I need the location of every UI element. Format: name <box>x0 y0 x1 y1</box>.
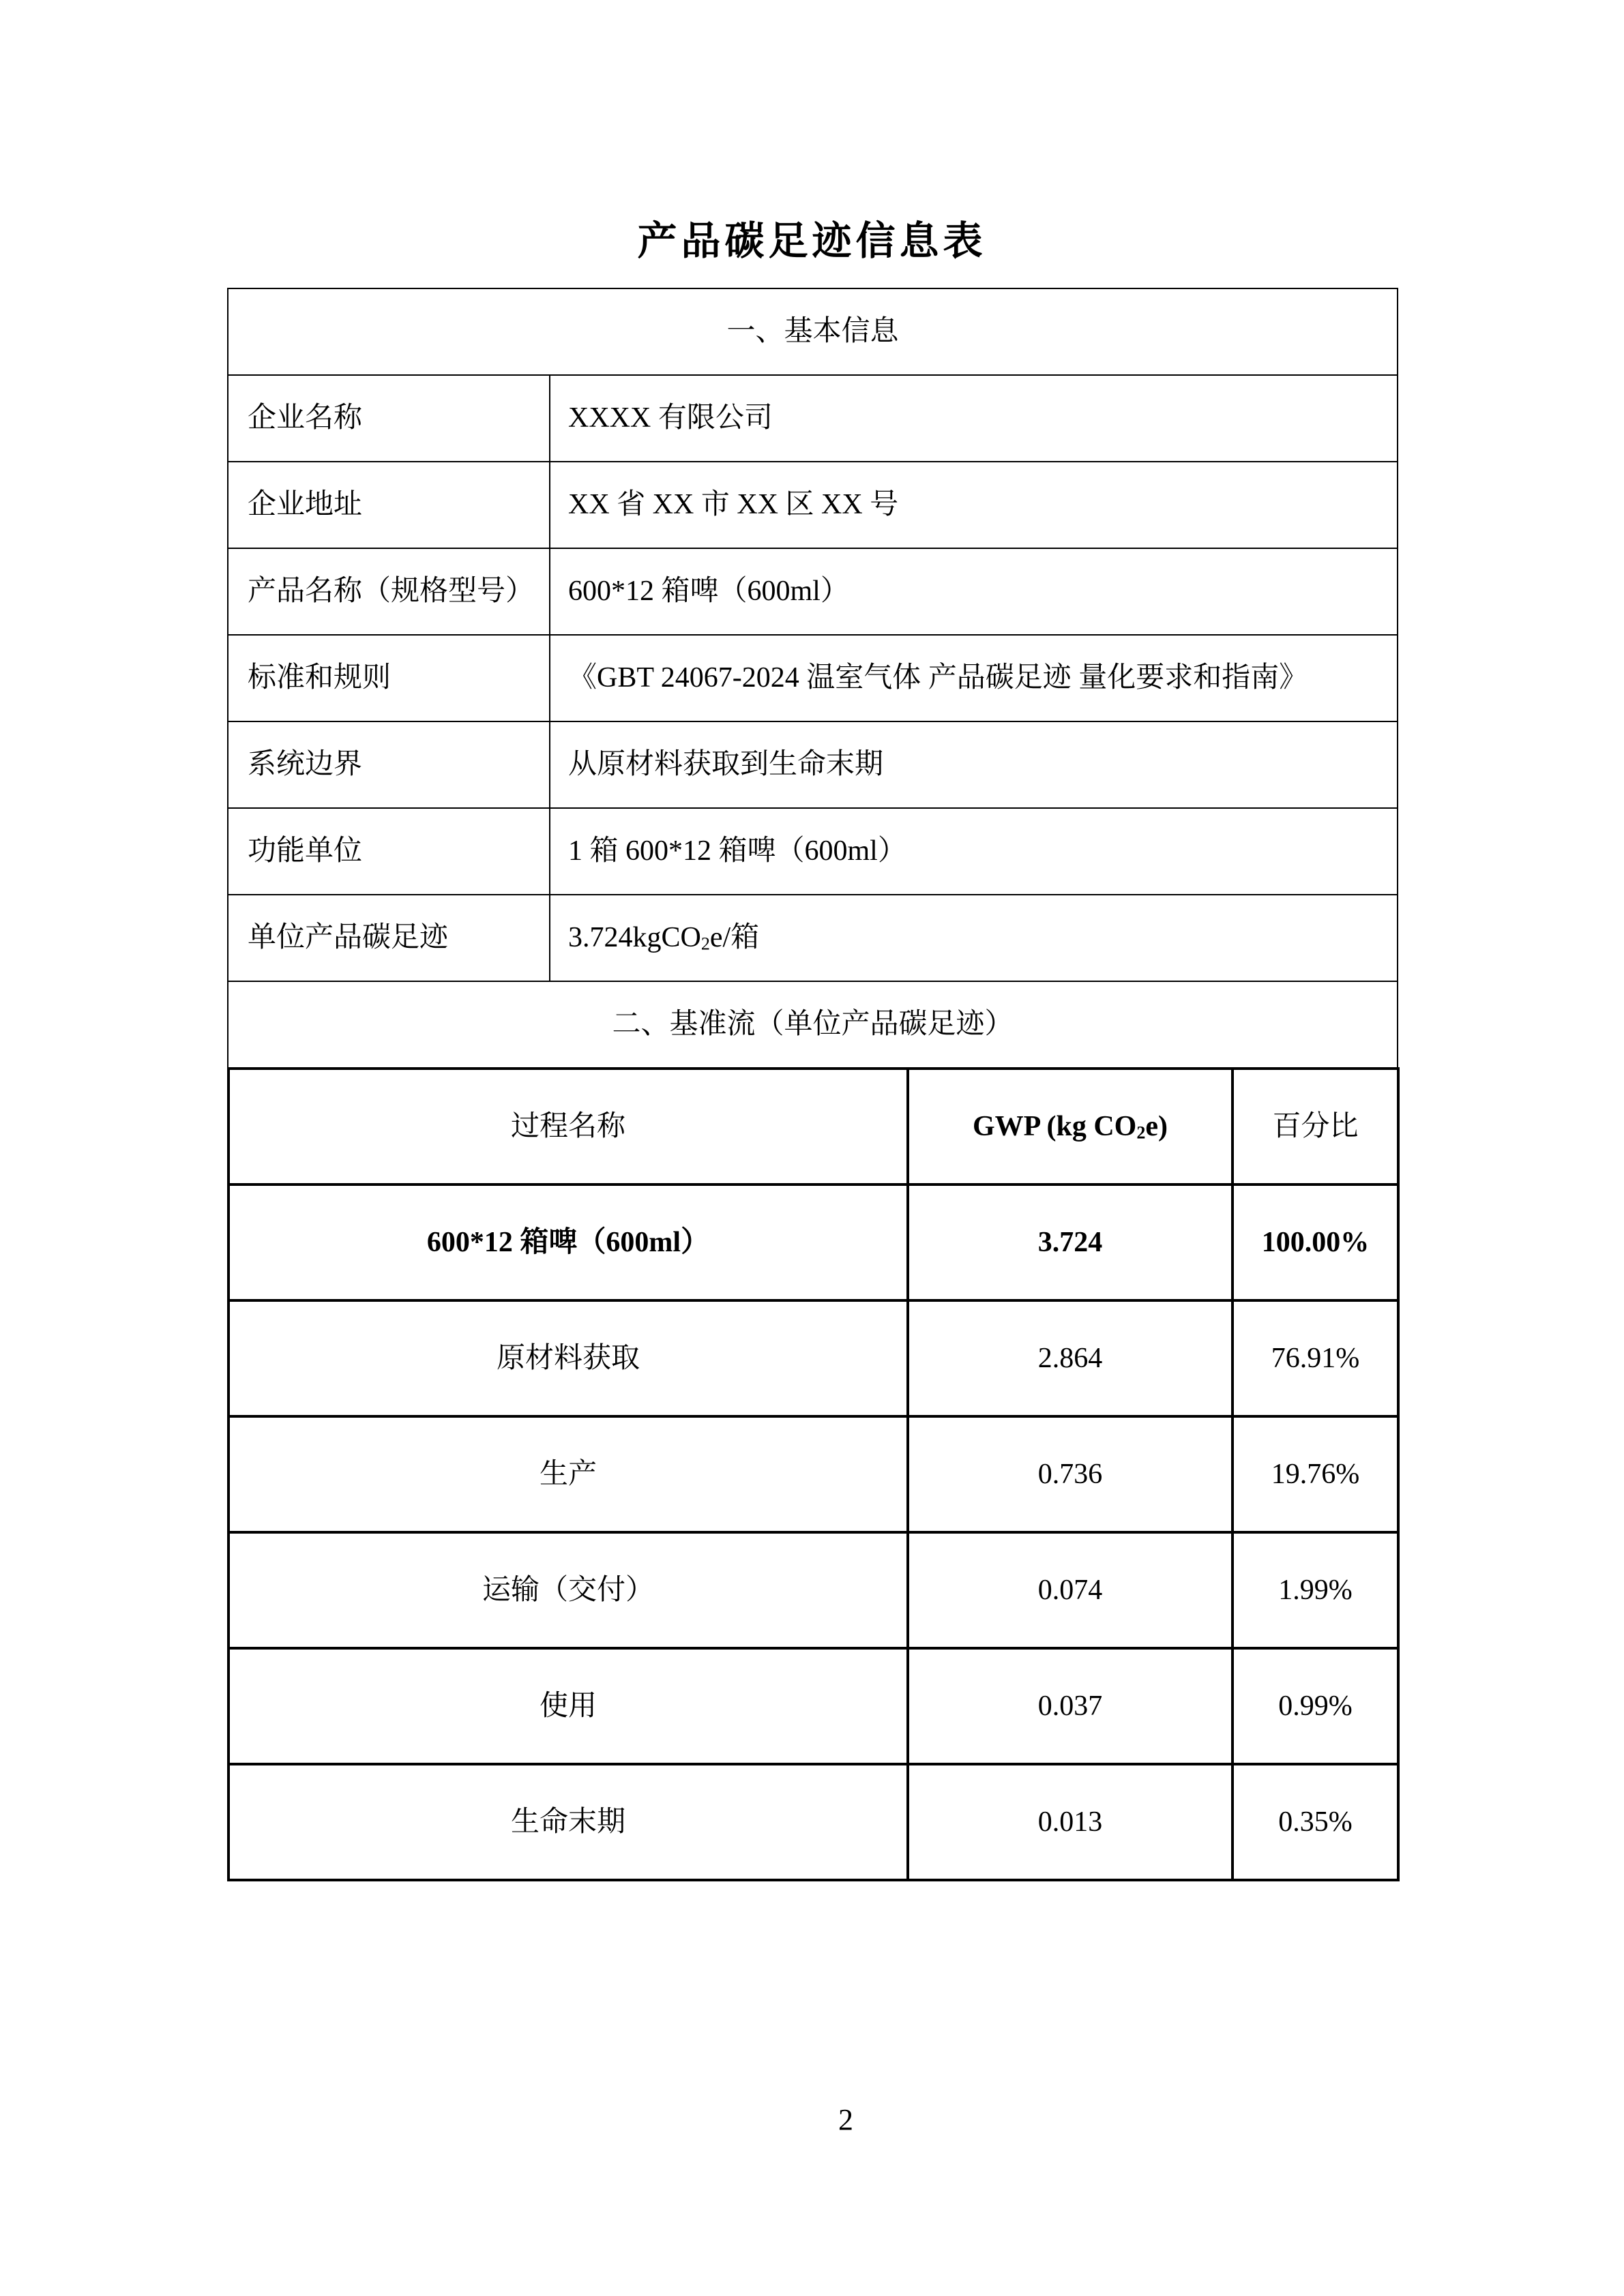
process-name: 运输（交付） <box>228 1532 908 1648</box>
table-row <box>228 981 1398 1068</box>
col-header-gwp: GWP (kg $CO_2e$) <box>908 1069 1232 1184</box>
col-header-percentage: 百分比 <box>1232 1069 1398 1184</box>
page-number: 2 <box>838 2103 853 2136</box>
field-label-unit-carbon-footprint: 单位产品碳足迹 <box>228 895 550 981</box>
process-name: 使用 <box>228 1648 908 1764</box>
table-row <box>228 375 1398 462</box>
field-value-company-name: XXXX 有限公司 <box>550 375 1398 462</box>
gwp-value: 0.074 <box>908 1532 1232 1648</box>
gwp-value: 2.864 <box>908 1300 1232 1416</box>
basic-info-table <box>227 288 1398 1069</box>
benchmark-flow-table <box>227 1067 1400 1881</box>
table-row <box>228 1416 1398 1532</box>
table-row-total <box>228 1184 1398 1300</box>
col-header-process: 过程名称 <box>228 1069 908 1184</box>
field-value-standard: 《GBT 24067-2024 温室气体 产品碳足迹 量化要求和指南》 <box>550 635 1398 721</box>
process-name: 生产 <box>228 1416 908 1532</box>
gwp-value: 0.013 <box>908 1764 1232 1880</box>
field-value-product-name: 600*12 箱啤（600ml） <box>550 548 1398 635</box>
field-label-company-address: 企业地址 <box>228 462 550 548</box>
gwp-value: 3.724 <box>908 1184 1232 1300</box>
percentage-value: 76.91% <box>1232 1300 1398 1416</box>
field-value-system-boundary: 从原材料获取到生命末期 <box>550 721 1398 808</box>
percentage-value: 100.00% <box>1232 1184 1398 1300</box>
process-name: 600*12 箱啤（600ml） <box>228 1184 908 1300</box>
table-row <box>228 1648 1398 1764</box>
field-label-standard: 标准和规则 <box>228 635 550 721</box>
percentage-value: 1.99% <box>1232 1532 1398 1648</box>
co2-subscript: 2 <box>1136 1122 1146 1143</box>
table-row <box>228 808 1398 895</box>
table-row <box>228 635 1398 721</box>
percentage-value: 19.76% <box>1232 1416 1398 1532</box>
field-value-company-address: XX 省 XX 市 XX 区 XX 号 <box>550 462 1398 548</box>
table-row <box>228 1764 1398 1880</box>
gwp-value: 0.736 <box>908 1416 1232 1532</box>
field-label-product-name: 产品名称（规格型号） <box>228 548 550 635</box>
process-name: 原材料获取 <box>228 1300 908 1416</box>
table-row <box>228 1532 1398 1648</box>
section-header-basic-info: 一、基本信息 <box>228 288 1398 375</box>
field-value-unit-carbon-footprint: 3.724kgCO$_2$e/箱 <box>550 895 1398 981</box>
table-row <box>228 462 1398 548</box>
percentage-value: 0.35% <box>1232 1764 1398 1880</box>
process-name: 生命末期 <box>228 1764 908 1880</box>
table-row <box>228 288 1398 375</box>
table-row <box>228 895 1398 981</box>
field-label-system-boundary: 系统边界 <box>228 721 550 808</box>
table-header-row <box>228 1069 1398 1184</box>
percentage-value: 0.99% <box>1232 1648 1398 1764</box>
section-header-benchmark-flow: 二、基准流（单位产品碳足迹） <box>228 981 1398 1068</box>
field-value-functional-unit: 1 箱 600*12 箱啤（600ml） <box>550 808 1398 895</box>
field-label-company-name: 企业名称 <box>228 375 550 462</box>
page-title: 产品碳足迹信息表 <box>637 219 987 263</box>
table-row <box>228 1300 1398 1416</box>
field-label-functional-unit: 功能单位 <box>228 808 550 895</box>
table-row <box>228 721 1398 808</box>
table-row <box>228 548 1398 635</box>
co2-subscript: 2 <box>700 934 710 954</box>
gwp-value: 0.037 <box>908 1648 1232 1764</box>
